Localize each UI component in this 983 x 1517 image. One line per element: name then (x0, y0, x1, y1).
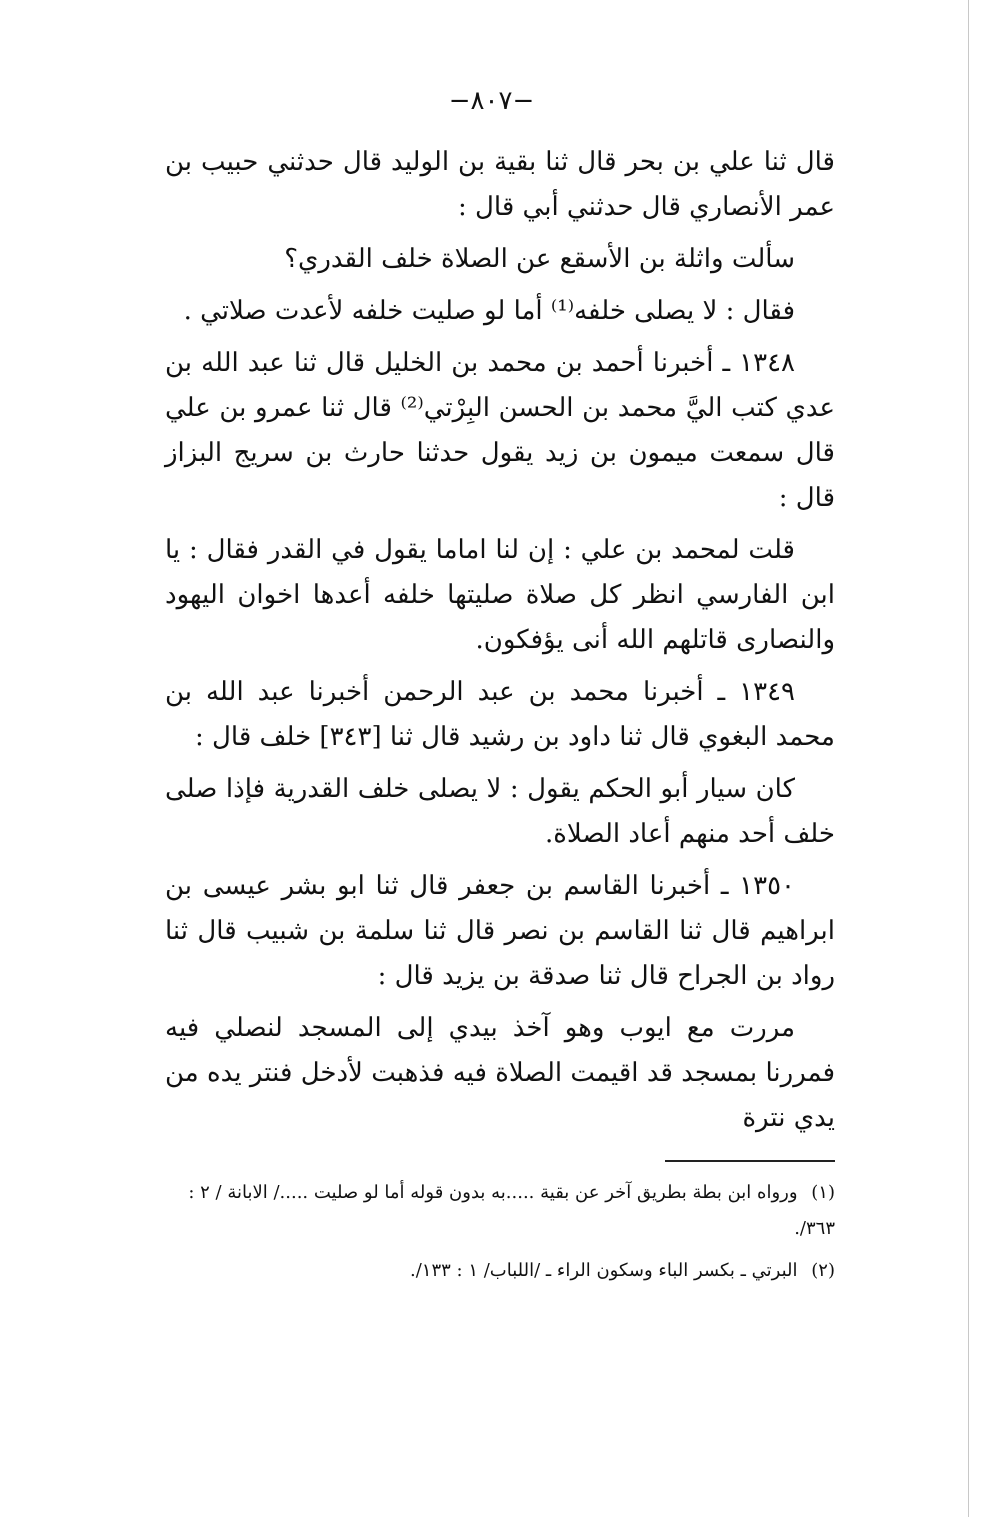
footnote-2-text: البرتي ـ بكسر الباء وسكون الراء ـ /اللباب/ ١ : ١٣٣/. (409, 1260, 798, 1281)
paragraph-1348: ١٣٤٨ ـ أخبرنا أحمد بن محمد بن الخليل قال ثنا عبد الله بن عدي كتب اليَّ محمد بن الحسن البِرْتي⁽²⁾ قال ثنا عمرو بن علي قال سمعت ميمون بن زيد يقول حدثنا حارث بن سريج البزاز قال : (165, 348, 835, 513)
paragraph-1350: ١٣٥٠ ـ أخبرنا القاسم بن جعفر قال ثنا ابو بشر عيسى بن ابراهيم قال ثنا القاسم بن نصر قال ثنا سلمة بن شبيب قال ثنا رواد بن الجراح قال ثنا صدقة بن يزيد قال : (165, 871, 835, 991)
page-number: −٨٠٧− (448, 86, 535, 116)
footnote-2 (165, 1253, 835, 1289)
paragraph-1350-report: مررت مع ايوب وهو آخذ بيدي إلى المسجد لنصلي فيه فمررنا بمسجد قد اقيمت الصلاة فيه فذهبت لأدخل فنتر يده من يدي نترة (165, 1013, 835, 1133)
footnote-1 (165, 1175, 835, 1247)
footnote-2-number: (٢) (811, 1260, 835, 1281)
footnotes (165, 1175, 835, 1295)
paragraph-isnad-1: قال ثنا علي بن بحر قال ثنا بقية بن الوليد قال حدثني حبيب بن عمر الأنصاري قال حدثني أبي قال : (165, 147, 835, 222)
scan-edge-line (968, 0, 969, 1517)
footnote-1-text: ورواه ابن بطة بطريق آخر عن بقية .....به بدون قوله أما لو صليت ...../ الابانة / ٢ : ٣٦٣/. (188, 1182, 835, 1239)
paragraph-1348-report: قلت لمحمد بن علي : إن لنا اماما يقول في القدر فقال : يا ابن الفارسي انظر كل صلاة صليتها خلفه أعدها اخوان اليهود والنصارى قاتلهم الله أنى يؤفكون. (165, 535, 835, 655)
paragraph-answer: فقال : لا يصلى خلفه⁽¹⁾ أما لو صليت خلفه لأعدت صلاتي . (183, 296, 795, 326)
paragraph-question: سألت واثلة بن الأسقع عن الصلاة خلف القدري؟ (284, 244, 795, 274)
footnote-1-number: (١) (811, 1182, 835, 1203)
paragraph-1349-report: كان سيار أبو الحكم يقول : لا يصلى خلف القدرية فإذا صلى خلف أحد منهم أعاد الصلاة. (165, 774, 835, 849)
main-text (165, 140, 835, 1148)
footnote-separator (665, 1160, 835, 1162)
paragraph-1349: ١٣٤٩ ـ أخبرنا محمد بن عبد الرحمن أخبرنا عبد الله بن محمد البغوي قال ثنا داود بن رشيد قال ثنا [٣٤٣] خلف قال : (165, 677, 835, 752)
